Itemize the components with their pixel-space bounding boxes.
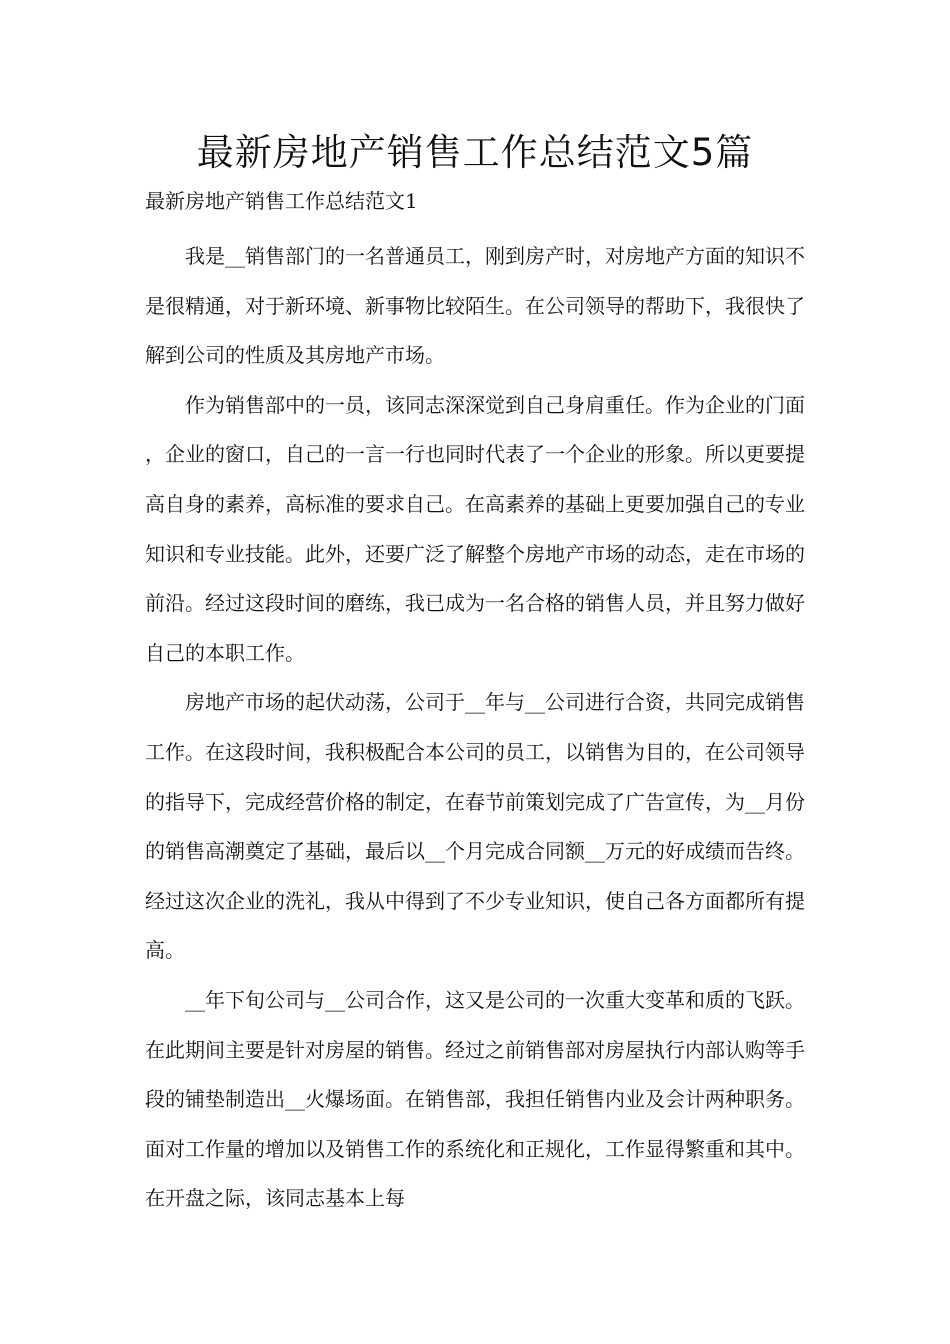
document-body [145, 232, 805, 1224]
paragraph: 房地产市场的起伏动荡，公司于__年与__公司进行合资，共同完成销售工作。在这段时间，我积极配合本公司的员工，以销售为目的，在公司领导的指导下，完成经营价格的制定，在春节前策划完成了广告宣传，为__月份的销售高潮奠定了基础，最后以__个月完成合同额__万元的好成绩而告终。经过这次企业的洗礼，我从中得到了不少专业知识，使自己各方面都所有提高。 [145, 690, 805, 963]
paragraph: 作为销售部中的一员，该同志深深觉到自己身肩重任。作为企业的门面，企业的窗口，自己的一言一行也同时代表了一个企业的形象。所以更要提高自身的素养，高标准的要求自己。在高素养的基础上更要加强自己的专业知识和专业技能。此外，还要广泛了解整个房地产市场的动态，走在市场的前沿。经过这段时间的磨练，我已成为一名合格的销售人员，并且努力做好自己的本职工作。 [145, 392, 805, 665]
paragraph: 我是__销售部门的一名普通员工，刚到房产时，对房地产方面的知识不是很精通，对于新环境、新事物比较陌生。在公司领导的帮助下，我很快了解到公司的性质及其房地产市场。 [145, 244, 805, 368]
section-heading: 最新房地产销售工作总结范文1 [145, 189, 418, 213]
document-title: 最新房地产销售工作总结范文5篇 [196, 131, 754, 174]
paragraph: __年下旬公司与__公司合作，这又是公司的一次重大变革和质的飞跃。在此期间主要是针对房屋的销售。经过之前销售部对房屋执行内部认购等手段的铺垫制造出__火爆场面。在销售部，我担任销售内业及会计两种职务。面对工作量的增加以及销售工作的系统化和正规化，工作显得繁重和其中。在开盘之际，该同志基本上每 [145, 987, 805, 1211]
